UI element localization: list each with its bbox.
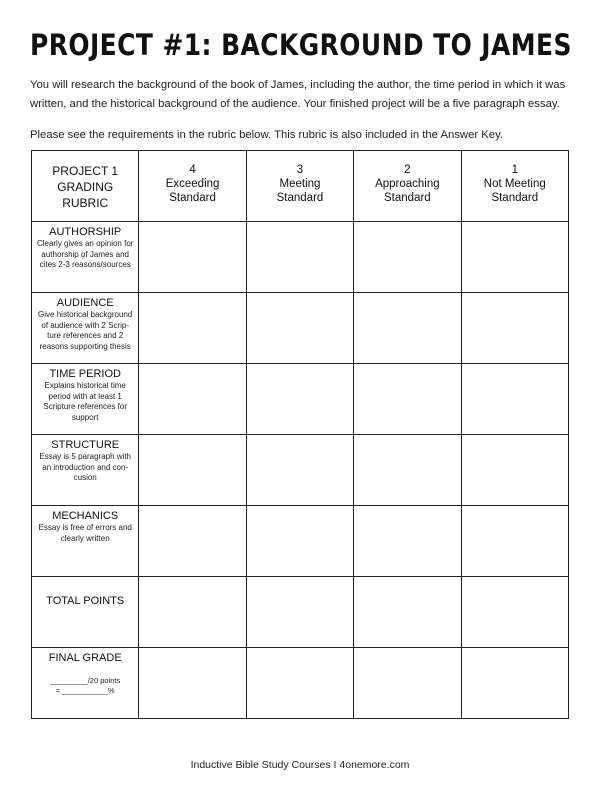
grading-rubric-table [31, 150, 569, 719]
score-cell [139, 222, 246, 293]
criterion-cell [32, 293, 139, 364]
criterion-title: AUTHORSHIP [49, 226, 122, 238]
criterion-cell [32, 364, 139, 435]
total-points-label: TOTAL POINTS [46, 595, 125, 607]
score-cell [246, 364, 353, 435]
level-score: 3 [296, 164, 304, 176]
level-name: Meeting [279, 178, 321, 190]
criterion-cell [32, 435, 139, 506]
score-cell [139, 577, 246, 648]
intro-paragraph: You will research the background of the book of James, including the author, the time period in which it was written, and the historical background of the audience. Your finished project will be a five paragraph essay. [30, 79, 566, 110]
score-cell [246, 435, 353, 506]
level-name: Standard [169, 192, 216, 204]
criterion-row-audience [32, 293, 569, 364]
final-points-blank [35, 676, 135, 696]
criterion-description: Explains historical time period with at least 1 Scripture references for support [43, 381, 127, 422]
level-header-4 [139, 151, 246, 222]
score-cell [461, 577, 568, 648]
score-cell [461, 648, 568, 719]
score-cell [461, 435, 568, 506]
score-cell [461, 364, 568, 435]
score-cell [461, 506, 568, 577]
criterion-cell [32, 506, 139, 577]
final-grade-cell [32, 648, 139, 719]
score-cell [246, 648, 353, 719]
criterion-cell [32, 222, 139, 293]
criterion-row-authorship [32, 222, 569, 293]
level-name: Not Meeting [483, 178, 546, 190]
level-name: Standard [491, 192, 539, 204]
level-score: 1 [511, 164, 518, 176]
level-name: Standard [276, 192, 324, 204]
score-cell [246, 293, 353, 364]
score-cell [246, 506, 353, 577]
criterion-description: Give historical background of audience with 2 Scrip-ture references and 2 reasons supporting thesis [38, 310, 133, 351]
level-score: 4 [189, 164, 196, 176]
level-name: Approaching [375, 178, 440, 190]
percent-line: = ___________% [55, 686, 115, 695]
score-cell [139, 293, 246, 364]
level-header-2 [354, 151, 461, 222]
score-cell [461, 222, 568, 293]
page-title: PROJECT #1: BACKGROUND TO JAMES [30, 28, 572, 62]
level-name: Standard [384, 192, 431, 204]
criterion-description: Clearly gives an opinion for authorship of James and cites 2-3 reasons/sources [36, 239, 134, 270]
level-score: 2 [404, 164, 411, 176]
criterion-description: Essay is free of errors and clearly written [38, 523, 132, 543]
score-cell [354, 293, 461, 364]
criterion-row-structure [32, 435, 569, 506]
criterion-title: AUDIENCE [56, 297, 114, 309]
total-points-row [32, 577, 569, 648]
rubric-note: Please see the requirements in the rubric below. This rubric is also included in the Answer Key. [30, 129, 504, 141]
level-header-3 [246, 151, 353, 222]
score-cell [246, 577, 353, 648]
rubric-label-line: PROJECT 1 [52, 164, 119, 178]
final-grade-row [32, 648, 569, 719]
score-cell [461, 293, 568, 364]
score-cell [139, 435, 246, 506]
rubric-label-line: RUBRIC [62, 196, 109, 210]
criterion-row-time-period [32, 364, 569, 435]
page-footer: Inductive Bible Study Courses I 4onemore.com [190, 759, 410, 771]
score-cell [139, 506, 246, 577]
total-points-cell [32, 577, 139, 648]
score-cell [246, 222, 353, 293]
criterion-description: Essay is 5 paragraph with an introduction and con-cusion [39, 452, 131, 483]
rubric-label-line: GRADING [57, 180, 114, 194]
score-cell [139, 364, 246, 435]
rubric-label-cell [32, 151, 139, 222]
rubric-header-row [32, 151, 569, 222]
score-cell [139, 648, 246, 719]
score-cell [354, 506, 461, 577]
points-out-of-line: _________/20 points [50, 676, 121, 685]
final-grade-label: FINAL GRADE [48, 652, 122, 664]
score-cell [354, 577, 461, 648]
score-cell [354, 364, 461, 435]
criterion-row-mechanics [32, 506, 569, 577]
criterion-title: TIME PERIOD [49, 368, 121, 380]
criterion-title: STRUCTURE [51, 439, 120, 451]
criterion-title: MECHANICS [52, 510, 119, 522]
score-cell [354, 222, 461, 293]
level-header-1 [461, 151, 568, 222]
level-name: Exceeding [165, 178, 220, 190]
score-cell [354, 648, 461, 719]
score-cell [354, 435, 461, 506]
